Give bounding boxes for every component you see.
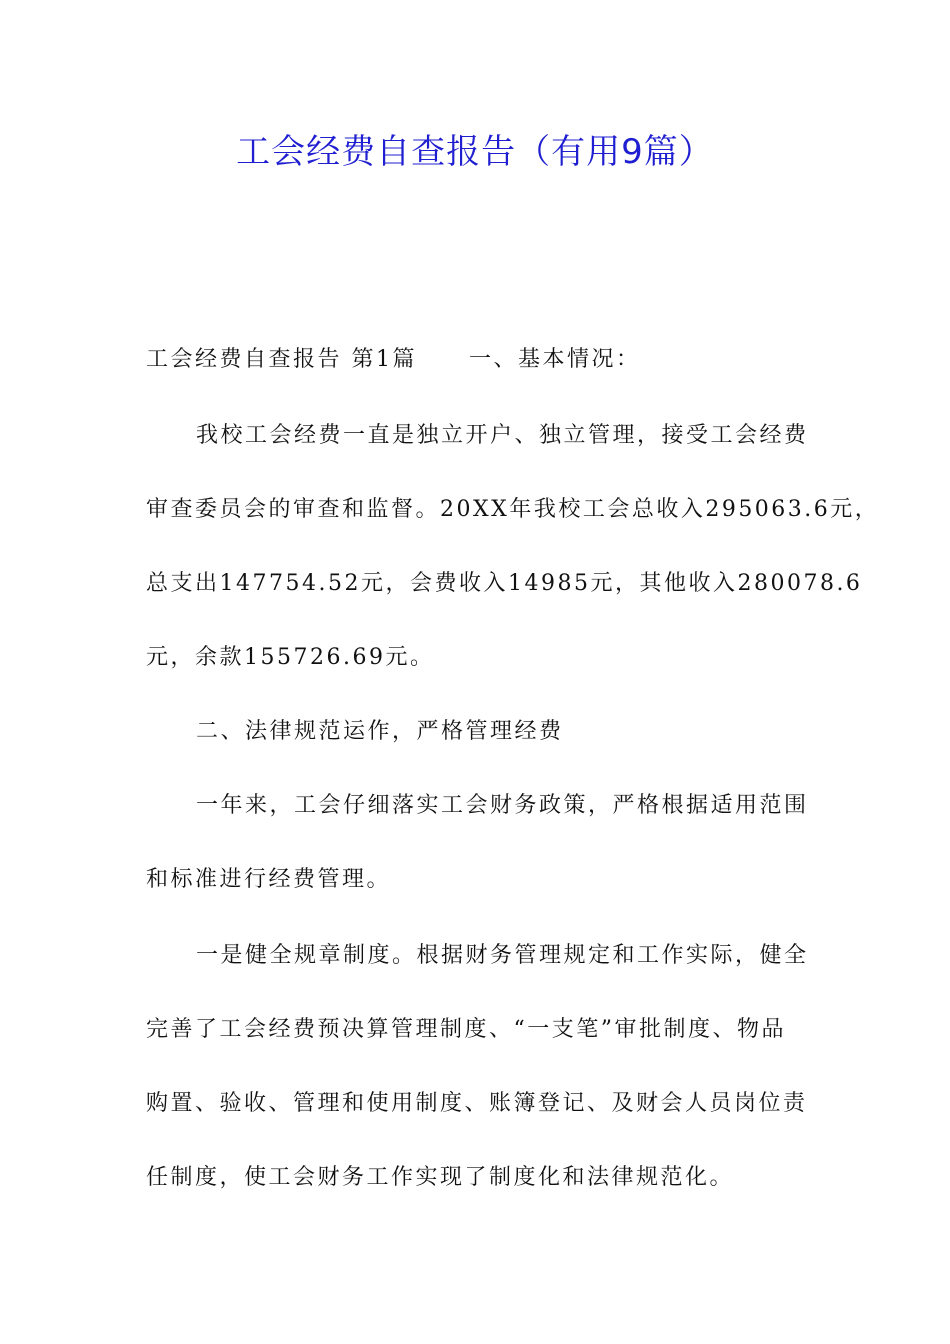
body-line-4: 元，余款155726.69元。 xyxy=(146,645,435,670)
body-line-10: 购置、验收、管理和使用制度、账簿登记、及财会人员岗位责 xyxy=(146,1091,808,1116)
body-line-2: 审查委员会的审查和监督。20XX年我校工会总收入295063.6元， xyxy=(146,497,880,522)
body-line-1: 我校工会经费一直是独立开户、独立管理，接受工会经费 xyxy=(196,423,809,448)
document-title: 工会经费自查报告（有用9篇） xyxy=(236,132,714,172)
body-line-11: 任制度，使工会财务工作实现了制度化和法律规范化。 xyxy=(146,1165,735,1190)
section-heading-line xyxy=(146,345,816,375)
body-line-7: 和标准进行经费管理。 xyxy=(146,867,392,892)
body-line-8: 一是健全规章制度。根据财务管理规定和工作实际，健全 xyxy=(196,943,809,968)
basic-situation-heading: 一、基本情况： xyxy=(469,347,641,372)
body-line-3: 总支出147754.52元，会费收入14985元，其他收入280078.6 xyxy=(146,571,863,596)
body-line-9: 完善了工会经费预决算管理制度、“一支笔”审批制度、物品 xyxy=(146,1017,786,1042)
section-heading-2: 二、法律规范运作，严格管理经费 xyxy=(196,719,564,744)
report-part-label: 工会经费自查报告 第1篇 xyxy=(146,347,417,372)
body-line-6: 一年来，工会仔细落实工会财务政策，严格根据适用范围 xyxy=(196,793,809,818)
